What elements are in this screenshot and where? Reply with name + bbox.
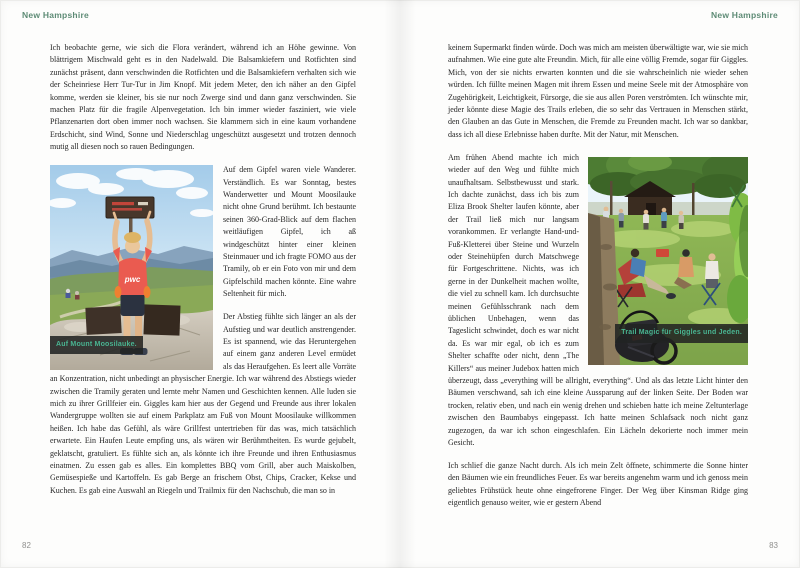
right-page-text-column xyxy=(448,42,748,510)
photo-mount-moosilauke-summit xyxy=(50,165,213,370)
left-paragraph-1: Ich beobachte gerne, wie sich die Flora verändert, während ich an Höhe gewinne. Von blättrigem Mischwald geht es in den Nadelwald. Die Balsamkiefern und Rotfichten sind zunächst präsent, dann verschwinden die Rotfichten und die Balsamkiefern verhalten sich wie der Scheinriese Herr Tur-Tur in Jim Knopf. Mit jedem Meter, den ich näher an den Gipfel komme, werden sie kleiner, bis sie nur noch Zwerge sind und dann ganz verschwinden. Sie machen Platz für die fragile Alpenvegetation. Ich bin immer wieder fasziniert, wie viele Pflanzenarten dort oben immer noch wachsen. Sie klammern sich in eine kaum vorhandene Erdschicht, sind Wind, Sonne und Niederschlag ungeschützt ausgesetzt und trotzen dennoch mutig all diesen noch so rauen Bedingungen. xyxy=(50,43,356,152)
shirt-logo-text: pwc xyxy=(124,275,141,285)
photo-trail-magic-gathering xyxy=(588,157,748,365)
right-paragraph-1: keinem Supermarkt finden würde. Doch was mich am meisten überwältigte war, wie sie mich aufnahmen. Wie eine gute alte Freundin. Mich, für alle eine völlig Fremde, sogar für Giggles. Mich, von der sie nichts erwarten konnten und die sie wahrscheinlich nie wieder sehen würden. Ich füllte meinen Magen mit ihrem Essen und meine Seele mit der Atmosphäre von Zugehörigkeit, Leichtigkeit, Fürsorge, die sie aus allen Poren verströmten. Ich wünschte mir, jeder könnte diese Magie des Trails erleben, die so sehr das Vertrauen in Menschen stärkt, den Glauben an das Gute in Menschen, die Fremde zu Freunden macht. Ich war so dankbar, dass ich all diese Erlebnisse haben durfte. Mit der Natur, mit Menschen. xyxy=(448,43,748,139)
right-paragraph-2: Am frühen Abend machte ich mich wieder auf den Weg und fühlte mich unaufhaltsam. Selbstbewusst und stark. Ich dachte zunächst, dass ich bis zum Eliza Brook Shelter laufen könnte, aber der Trail ließ mich nur langsam vorankommen. Er verlangte Hand-und-Fuß-Kletterei über Steine und Wurzeln oder Steinehüpfen durch Matschwege für Fortgeschrittene. Nichts, was ich gerne in der Dunkelheit machen wollte, die viel zu schnell kam. Ich durchsuchte meinen Gefühlsschrank nach dem üblichen Unbehagen, wenn das Tageslicht schwindet, doch es war nicht da. Es war mir egal, ob ich es zum Shelter schaffte oder nicht, denn „The Killers“ aus meiner Judebox hatten mich überzeugt, dass „everything will be allright, everything“. Und als das letzte Licht hinter den Bäumen verschwand, sah ich eine kleine Aussparung auf der linken Seite. Der Boden war trocken, relativ eben, und nach ein wenig drehen und schieben hatte ich meine Zeltunterlage zwischen den Baumbabys eingepasst. Ich hatte meinen Schlafsack noch nicht ganz zugezogen, da war ich schon eingeschlafen. Ein Lächeln dekorierte noch immer mein Gesicht. xyxy=(448,152,748,448)
photo-caption-right: Trail Magic für Giggles und Jeden. xyxy=(615,324,748,342)
running-header-right: New Hampshire xyxy=(710,10,778,20)
photo-caption-left: Auf Mount Moosilauke. xyxy=(50,336,143,354)
right-paragraph-3: Ich schlief die ganze Nacht durch. Als ich mein Zelt öffnete, schimmerte die Sonne hinter den Bäumen wie ein freundliches Feuer. Es war bereits angenehm warm und ich genoss mein geliebtes Frühstück heute ohne eingefrorene Finger. Der Weg über Kinsman Ridge ging eigentlich genauso weiter, wie er gestern Abend xyxy=(448,461,748,508)
left-paragraph-2: Auf dem Gipfel waren viele Wanderer. Verständlich. Es war Sonntag, bestes Wanderwetter und Mount Moosilauke nicht ohne Grund berühmt. Ich bestaunte seinen 360-Grad-Blick auf dem flachen weitläufigen Gipfel, ich aß windgeschützt hinter einer kleinen Steinmauer und ich fragte FOMO aus der Tramily, ob er ein Foto von mir und dem Gipfelschild machen könnte. Eine wahre Seltenheit für mich. xyxy=(223,165,356,299)
page-gutter xyxy=(384,0,416,568)
page-number-right: 83 xyxy=(769,541,778,550)
left-paragraph-3: Der Abstieg fühlte sich länger an als der Aufstieg und war deutlich anstrengender. Es ist spannend, wie das Heruntergehen auf einem ganz anderen Level ermüdet als das Heraufgehen. Es leert alle Vorräte an Konzentration, nicht unbedingt an physischer Energie. Ich war während des Abstiegs wieder zwischen die Tramily geraten und lernte mehr Namen und Geschichten kennen. Alle luden sie mich zu ihrer Grillfeier ein. Giggles kam hier aus der Gegend und Freunde aus ihrer lokalen Wandergruppe wollten sie auf einem Parkplatz am Fuß von Mount Moosilauke willkommen heißen. Ich habe das Gefühl, als wäre Grillfest untertrieben für das was, mich tatsächlich erwartete. Ein Haufen Leute empfing uns, als wären wir Berühmtheiten. Es wurde gejubelt, geklatscht, gratuliert. Es fühlte sich an, als könnte ich ihre Freunde und ihren Enthusiasmus einatmen. Zu essen gab es alles. Ein komplettes BBQ vom Grill, aber auch Maiskolben, Gemüsespieße und Kartoffeln. Es gab Berge an frischem Obst, Chips, Cracker, Kekse und Kuchen. Es gab eine Auswahl an Riegeln und Trailmix für den Nachschub, die man so in xyxy=(50,312,356,495)
left-page-text-column xyxy=(50,42,356,497)
running-header-left: New Hampshire xyxy=(22,10,90,20)
page-number-left: 82 xyxy=(22,541,31,550)
